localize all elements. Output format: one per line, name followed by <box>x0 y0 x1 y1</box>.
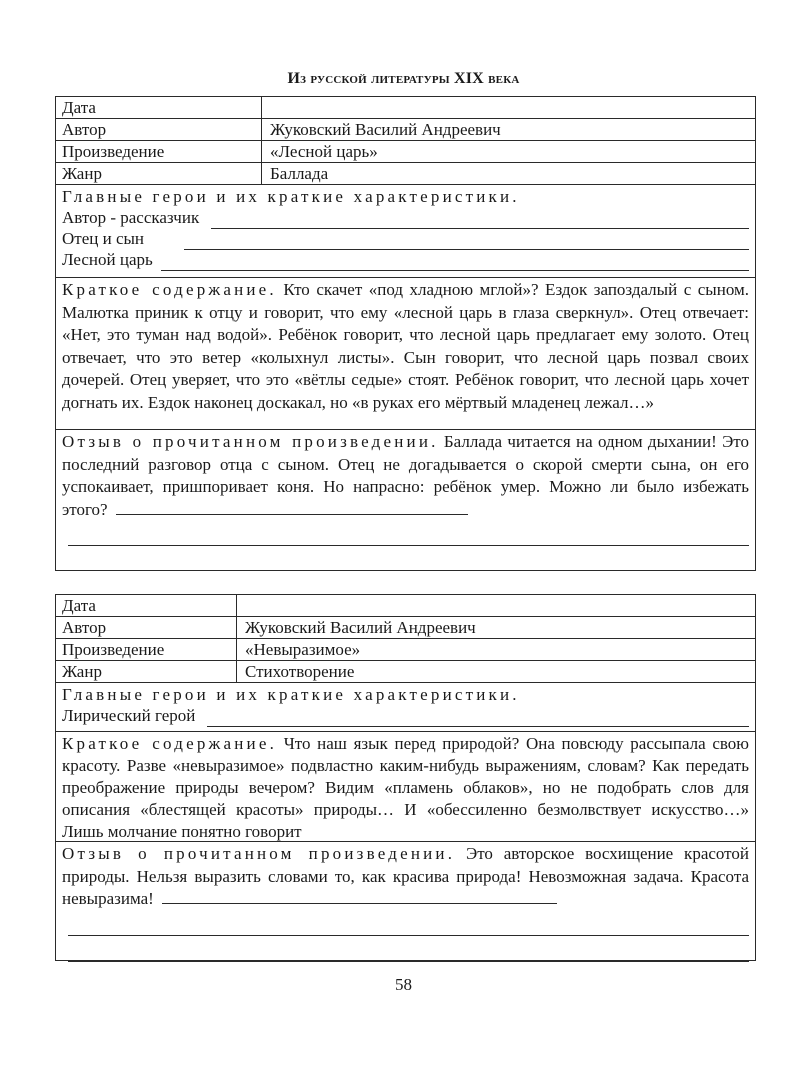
field-row-author <box>56 617 755 639</box>
field-label: Автор <box>56 119 262 140</box>
reading-card-2 <box>55 594 756 961</box>
field-row-author <box>56 119 755 141</box>
field-value: Жуковский Василий Андреевич <box>270 120 501 139</box>
characters-section <box>56 185 755 278</box>
section-heading: Краткое содержание. <box>62 734 278 753</box>
field-label: Дата <box>56 97 262 118</box>
character-line <box>62 706 749 727</box>
field-row-work <box>56 639 755 661</box>
answer-line[interactable] <box>184 234 749 250</box>
field-value: Стихотворение <box>245 662 355 681</box>
section-heading: Отзыв о прочитанном произведении. <box>62 844 456 863</box>
character-name: Отец и сын <box>62 229 145 248</box>
field-value: «Лесной царь» <box>270 142 378 161</box>
field-value: Жуковский Василий Андреевич <box>245 618 476 637</box>
answer-line[interactable] <box>161 255 749 271</box>
field-label: Жанр <box>56 661 237 682</box>
answer-line[interactable] <box>68 521 749 546</box>
date-field[interactable] <box>262 97 755 118</box>
field-row-date <box>56 97 755 119</box>
field-label: Жанр <box>56 163 262 184</box>
field-row-genre <box>56 661 755 683</box>
review-text: Это авторское восхищение красотой природы. Нельзя выразить словами то, как красива природа! Невозможная задача. Красота невыразима! <box>62 844 749 908</box>
date-field[interactable] <box>237 595 755 616</box>
field-value: Баллада <box>270 164 329 183</box>
page-number: 58 <box>395 975 412 994</box>
summary-section <box>56 732 755 842</box>
summary-text: Что наш язык перед природой? Она повсюду рассыпала свою красоту. Разве «невыразимое» подвластно каким-нибудь выражениям, словам? Как передать преображение природы вечером? Видим «пламень облаков», но не подобрать слов для описания «блестящей красоты» природы… И «обессиленно безмолвствует искусство…» Лишь молчание понятно говорит <box>62 734 750 841</box>
summary-text: Кто скачет «под хладною мглой»? Ездок запоздалый с сыном. Малютка приник к отцу и говорит, что ему «лесной царь в глаза сверкнул». Отец отвечает: «Нет, это туман над водой». Ребёнок говорит, что лесной царь предлагает ему золото. Отец отвечает, что это ветер «колыхнул листы». Сын говорит, что лесной царь позвал своих дочерей. Отец уверяет, что это «вётлы седые» стоят. Ребёнок говорит, что лесной царь хочет догнать их. Ездок наконец доскакал, но «в руках его мёртвый младенец лежал…» <box>62 280 750 412</box>
character-name: Автор - рассказчик <box>62 208 200 227</box>
field-label: Дата <box>56 595 237 616</box>
character-line <box>62 208 749 229</box>
answer-line[interactable] <box>116 502 468 515</box>
section-heading: Главные герои и их краткие характеристики. <box>62 187 520 206</box>
field-label: Автор <box>56 617 237 638</box>
answer-line[interactable] <box>68 546 749 571</box>
section-heading: Отзыв о прочитанном произведении. <box>62 432 439 451</box>
field-value: «Невыразимое» <box>245 640 361 659</box>
section-heading: Краткое содержание. <box>62 280 277 299</box>
character-line <box>62 229 749 250</box>
answer-line[interactable] <box>68 936 749 962</box>
answer-line[interactable] <box>207 711 749 727</box>
answer-line[interactable] <box>211 213 749 229</box>
field-row-work <box>56 141 755 163</box>
answer-line[interactable] <box>162 891 557 904</box>
field-label: Произведение <box>56 141 262 162</box>
field-row-genre <box>56 163 755 185</box>
reading-card-1 <box>55 96 756 571</box>
section-heading: Главные герои и их краткие характеристики. <box>62 685 520 704</box>
character-line <box>62 250 749 271</box>
review-section <box>56 430 755 571</box>
review-section <box>56 842 755 962</box>
characters-section <box>56 683 755 732</box>
field-label: Произведение <box>56 639 237 660</box>
summary-section <box>56 278 755 430</box>
character-name: Лесной царь <box>62 250 153 269</box>
answer-line[interactable] <box>68 911 749 936</box>
character-name: Лирический герой <box>62 706 196 725</box>
review-text: Баллада читается на одном дыхании! Это последний разговор отца с сыном. Отец не догадывается о скорой смерти сына, он его успокаивает, пришпоривает коня. Но напрасно: ребёнок умер. Можно ли было избежать этого? <box>62 432 749 519</box>
page-header: Из русской литературы XIX века <box>287 70 520 87</box>
field-row-date <box>56 595 755 617</box>
